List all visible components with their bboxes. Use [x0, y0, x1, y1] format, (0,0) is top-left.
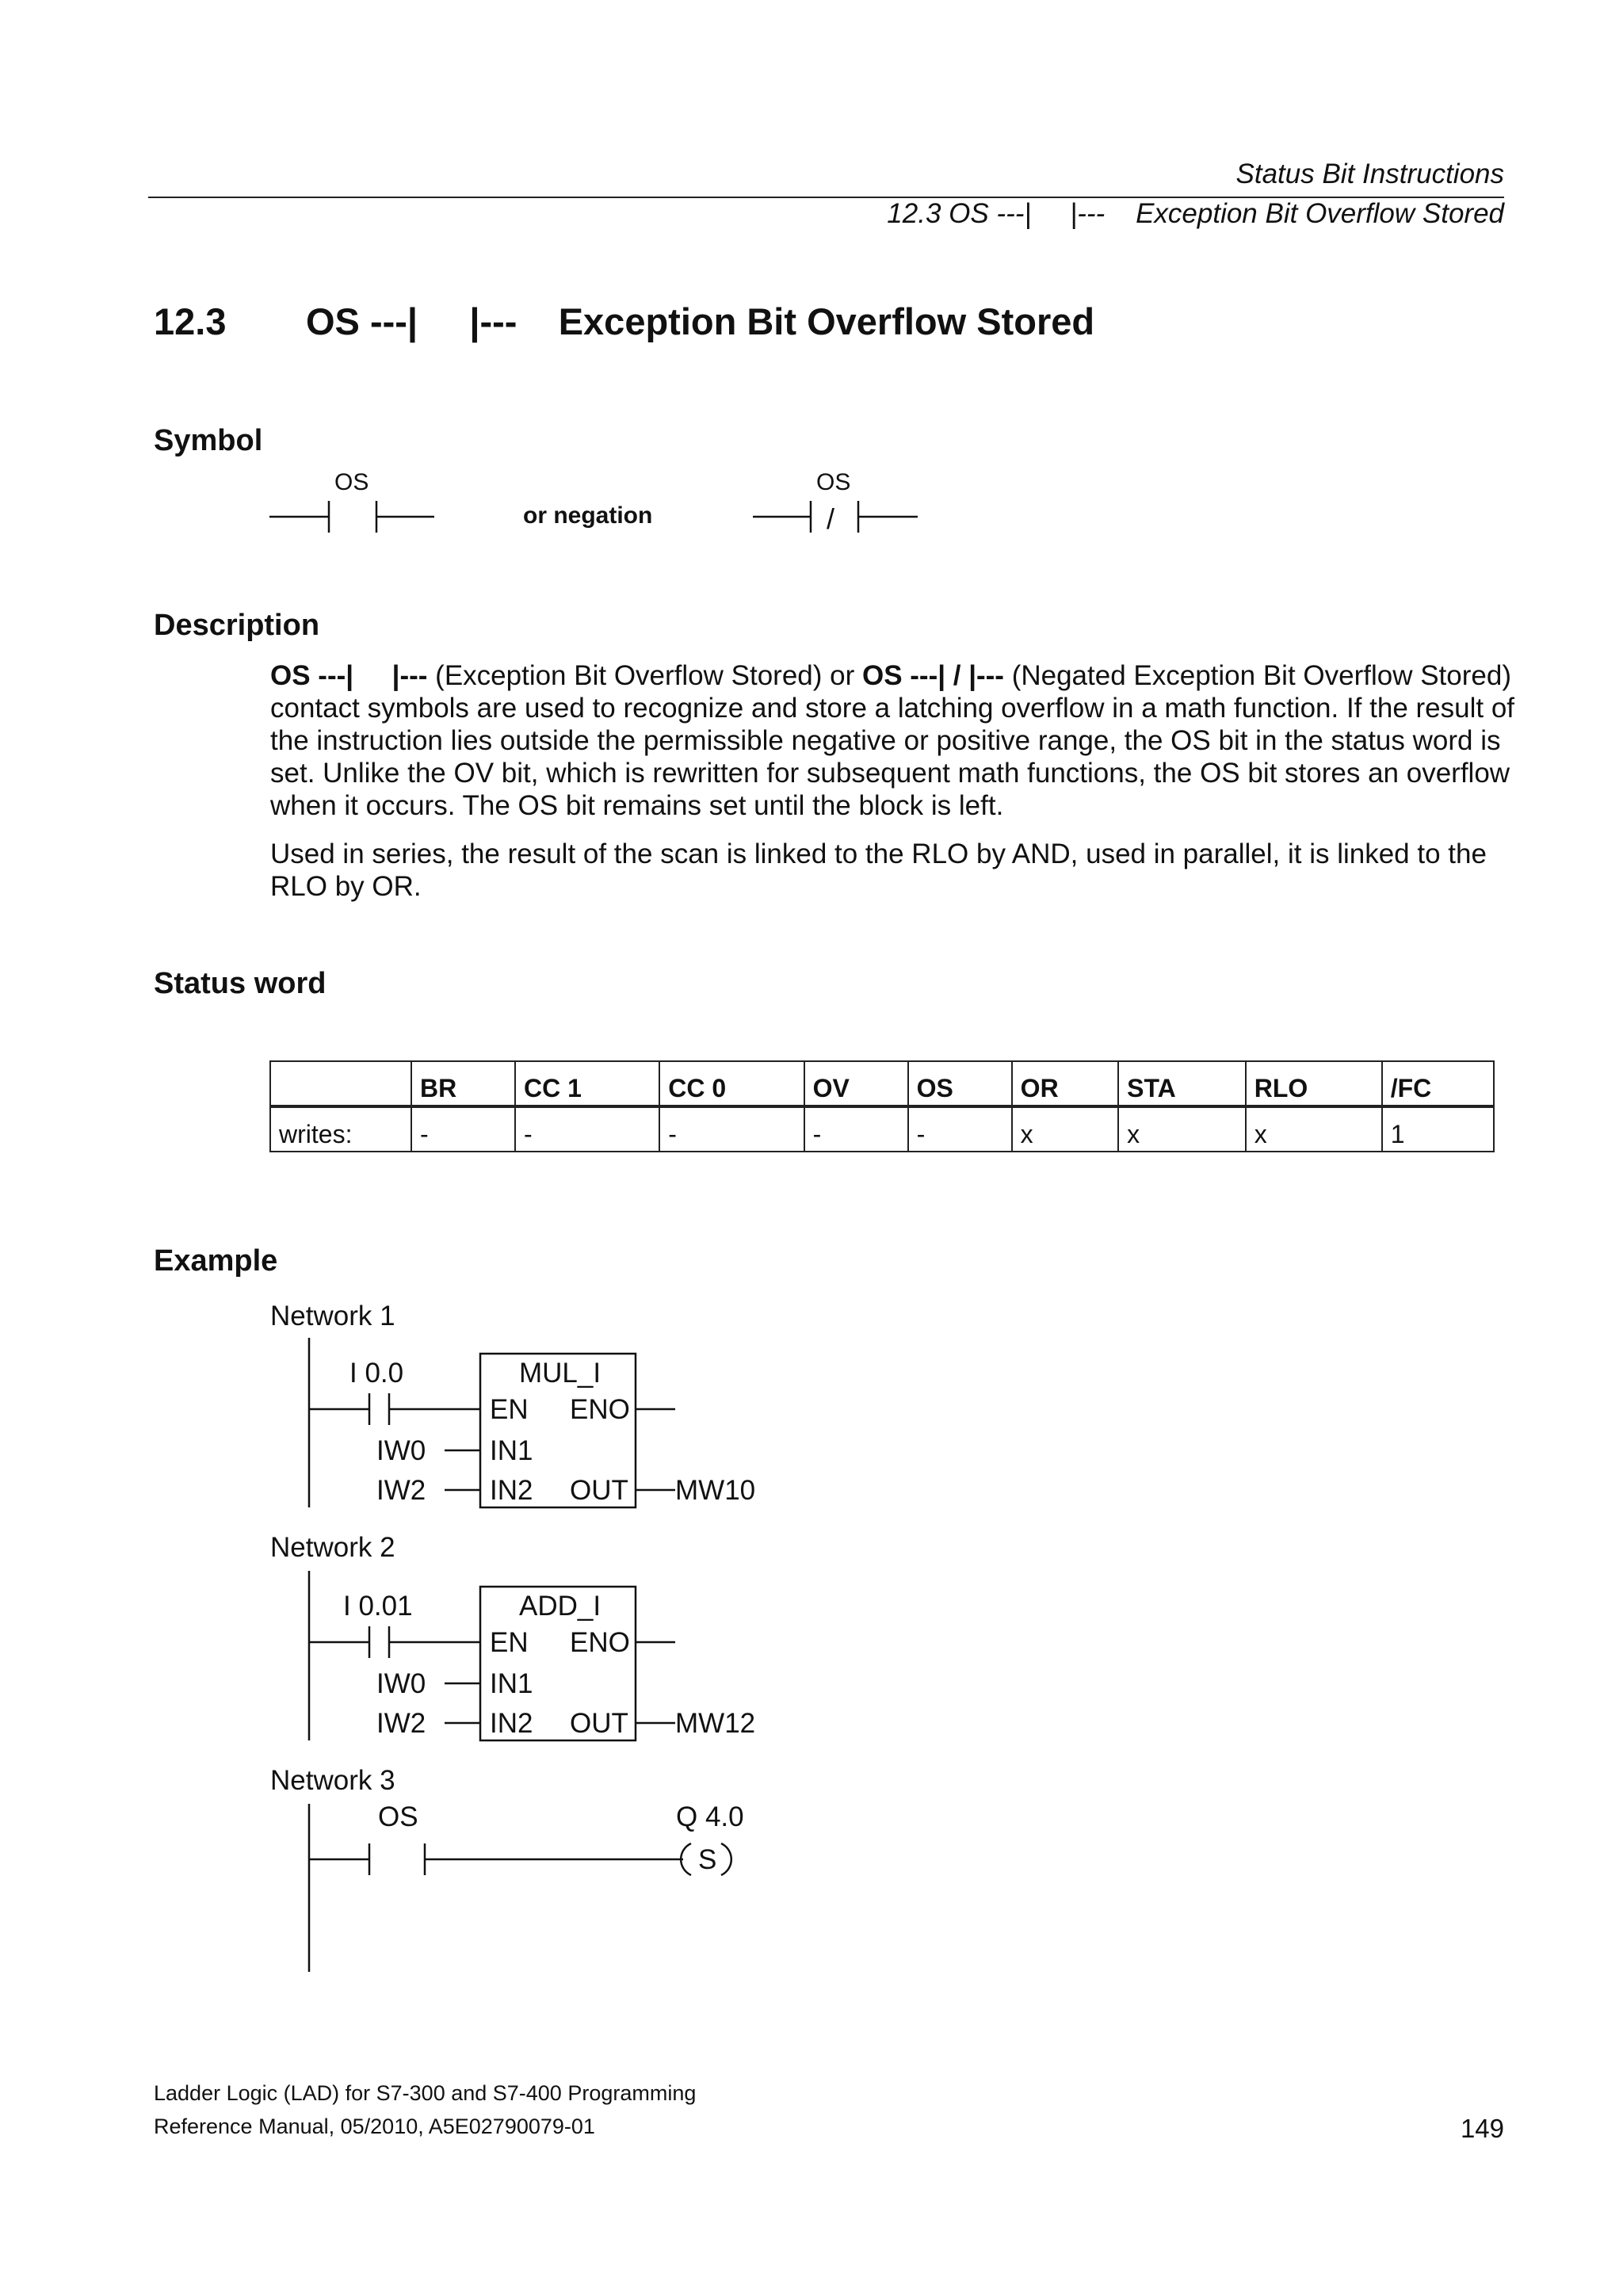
table-header-cell: STA — [1118, 1061, 1246, 1106]
running-header-section: 12.3 OS ---| |--- Exception Bit Overflow Stored — [887, 198, 1504, 229]
negation-slash: / — [827, 502, 835, 535]
in1-operand: IW0 — [376, 1435, 426, 1466]
table-header-row — [270, 1061, 1494, 1106]
table-cell: - — [659, 1106, 804, 1152]
table-cell: - — [804, 1106, 908, 1152]
table-header-cell: RLO — [1246, 1061, 1382, 1106]
in1-pin: IN1 — [490, 1668, 533, 1699]
negated-os-contact-term: OS ---| / |--- — [861, 660, 1004, 691]
table-cell: x — [1118, 1106, 1246, 1152]
running-header-chapter: Status Bit Instructions — [1235, 159, 1504, 189]
in2-pin: IN2 — [490, 1475, 533, 1506]
table-cell: writes: — [270, 1106, 411, 1152]
or-negation-label: or negation — [523, 502, 653, 529]
table-header-cell: CC 1 — [515, 1061, 659, 1106]
table-cell: - — [411, 1106, 515, 1152]
eno-pin: ENO — [570, 1394, 630, 1425]
table-cell: 1 — [1382, 1106, 1494, 1152]
in1-pin: IN1 — [490, 1435, 533, 1466]
out-operand: MW12 — [675, 1708, 756, 1739]
network-3 — [270, 1765, 744, 1972]
symbol-label-right: OS — [816, 469, 851, 495]
negated-contact-symbol — [753, 501, 918, 533]
en-pin: EN — [490, 1394, 529, 1425]
out-pin: OUT — [570, 1708, 628, 1739]
description-paragraph-2: Used in series, the result of the scan is linked to the RLO by AND, used in parallel, it is linked to the RLO by OR. — [270, 839, 1487, 902]
out-pin: OUT — [570, 1475, 628, 1506]
network-3-label: Network 3 — [270, 1765, 395, 1796]
table-header-cell: OV — [804, 1061, 908, 1106]
description-text-2: (Negated Exception Bit Overflow Stored) contact symbols are used to recognize and store a latching overflow in a math function. If the result of the instruction lies outside the permissible negative or positive range, the OS bit in the status word is set. Unlike the OV bit, which is rewritten for subsequent math functions, the OS bit stores an overflow when it occurs. The OS bit remains set until the block is left. — [270, 660, 1515, 821]
status-word-table — [269, 1060, 1495, 1152]
table-header-cell: OS — [908, 1061, 1012, 1106]
footer-line-2: Reference Manual, 05/2010, A5E02790079-01 — [154, 2115, 595, 2138]
box-title: MUL_I — [519, 1358, 601, 1389]
en-pin: EN — [490, 1627, 529, 1658]
table-header-cell: BR — [411, 1061, 515, 1106]
in2-operand: IW2 — [376, 1708, 426, 1739]
table-cell: - — [908, 1106, 1012, 1152]
description-text-1: (Exception Bit Overflow Stored) or — [427, 660, 862, 691]
in2-pin: IN2 — [490, 1708, 533, 1739]
contact-address: I 0.0 — [349, 1358, 404, 1389]
ladder-diagram — [262, 1300, 864, 1973]
coil-address: Q 4.0 — [676, 1801, 744, 1832]
box-title: ADD_I — [519, 1591, 601, 1622]
out-operand: MW10 — [675, 1475, 756, 1506]
page-title: OS ---| |--- Exception Bit Overflow Stored — [306, 300, 1095, 342]
contact-address: OS — [378, 1801, 418, 1832]
status-word-heading: Status word — [154, 967, 327, 1000]
network-2 — [270, 1532, 755, 1740]
footer-line-1: Ladder Logic (LAD) for S7-300 and S7-400 Programming — [154, 2081, 697, 2105]
table-header-cell: CC 0 — [659, 1061, 804, 1106]
table-row — [270, 1106, 1494, 1152]
page-number: 149 — [1460, 2114, 1504, 2143]
network-1 — [270, 1301, 755, 1507]
description-paragraph-1 — [270, 659, 1514, 822]
table-cell: - — [515, 1106, 659, 1152]
coil-type: S — [698, 1844, 717, 1875]
network-2-label: Network 2 — [270, 1532, 395, 1563]
network-1-label: Network 1 — [270, 1301, 395, 1331]
eno-pin: ENO — [570, 1627, 630, 1658]
in1-operand: IW0 — [376, 1668, 426, 1699]
section-number: 12.3 — [154, 300, 227, 342]
table-cell: x — [1246, 1106, 1382, 1152]
symbol-heading: Symbol — [154, 424, 263, 457]
description-heading: Description — [154, 609, 320, 642]
symbol-diagram — [262, 468, 975, 555]
contact-symbol — [269, 501, 434, 533]
os-contact-term: OS ---| |--- — [270, 660, 428, 691]
table-header-cell: OR — [1012, 1061, 1118, 1106]
table-header-cell: /FC — [1382, 1061, 1494, 1106]
symbol-label-left: OS — [334, 469, 369, 495]
table-header-cell — [270, 1061, 411, 1106]
contact-address: I 0.01 — [343, 1591, 413, 1622]
example-heading: Example — [154, 1244, 278, 1278]
in2-operand: IW2 — [376, 1475, 426, 1506]
footer — [154, 2076, 696, 2143]
table-cell: x — [1012, 1106, 1118, 1152]
